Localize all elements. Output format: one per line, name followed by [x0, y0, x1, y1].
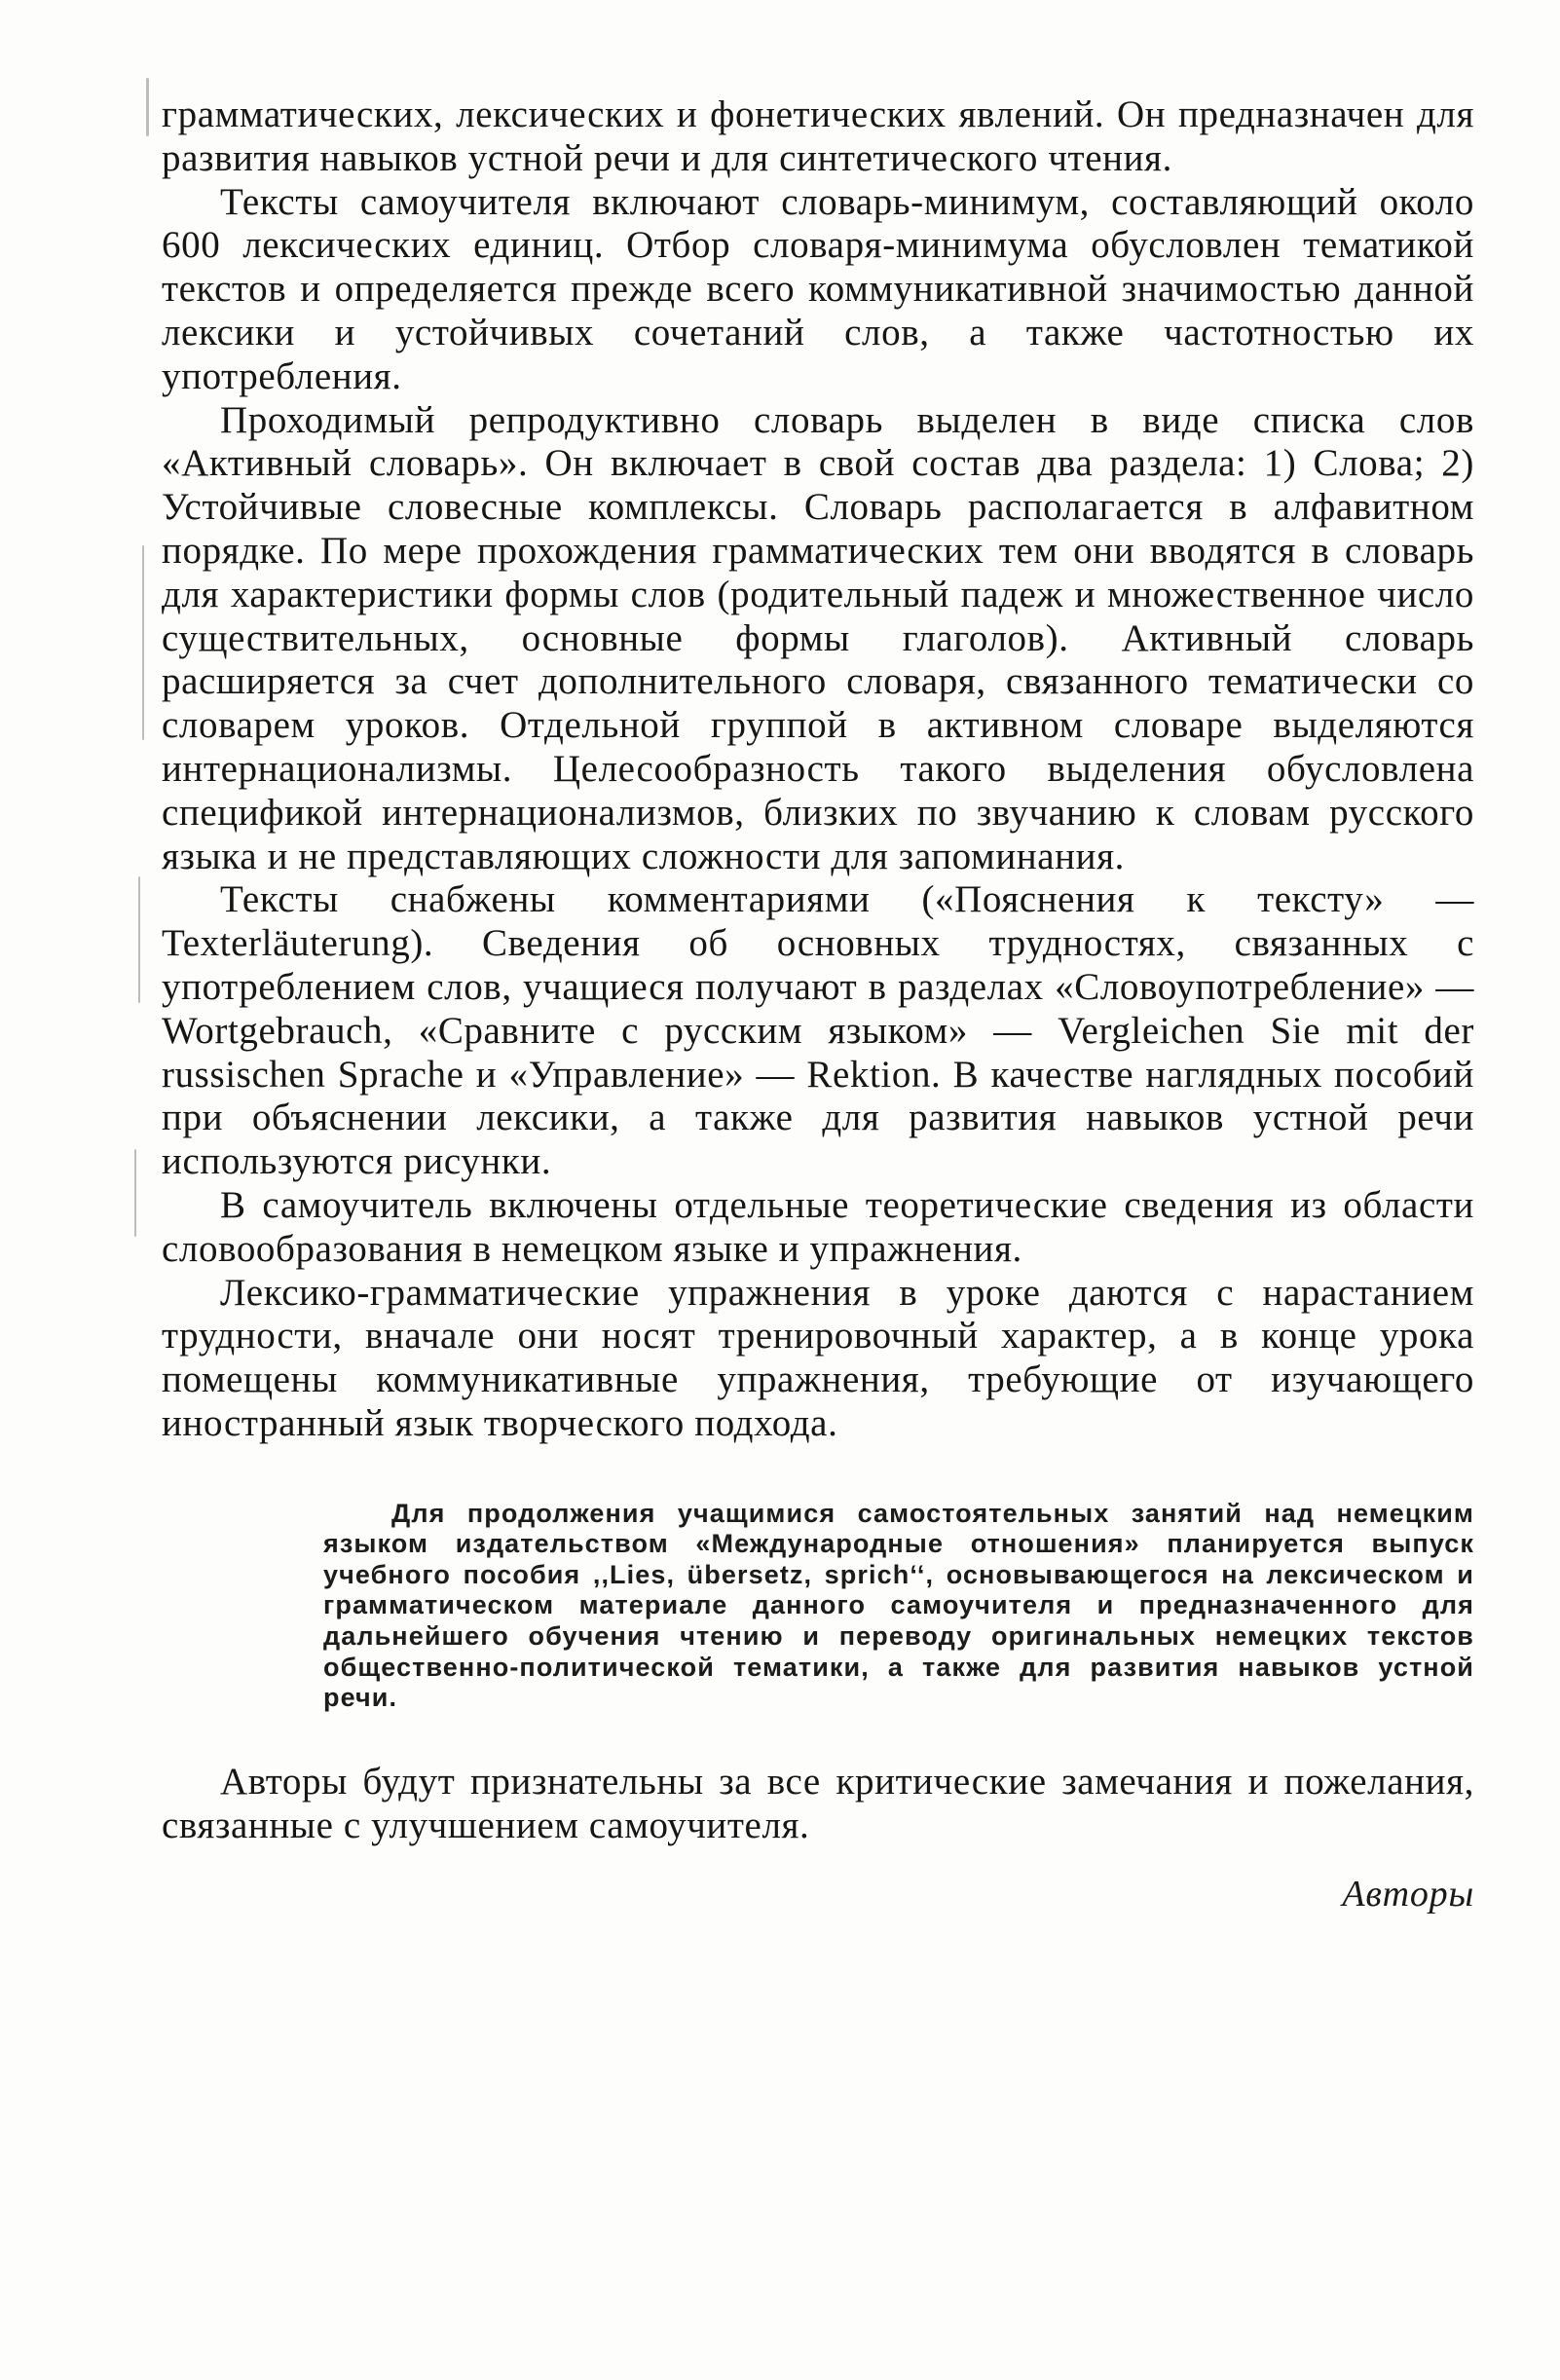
paragraph-exercises: Лексико-грамматические упражнения в уроке даются с нарастанием трудности, вначале они носят тренировочный характер, а в конце урока помещены коммуникативные упражнения, требующие от изучающего иностранный язык творческого подхода.: [162, 1271, 1474, 1444]
scan-mark: [146, 78, 149, 136]
scan-mark: [138, 876, 140, 1003]
paragraph-closing: Авторы будут признательны за все критические замечания и пожелания, связанные с улучшением самоучителя.: [162, 1760, 1474, 1846]
paragraph-comments: Тексты снабжены комментариями («Пояснения к тексту» — Texterläuterung). Сведения об основных трудностях, связанных с употреблением слов, учащиеся получают в разделах «Словоупотребление» — Wortgebrauch, «Сравните с русским языком» — Vergleichen Sie mit der russischen Sprache и «Управление» — Rektion. В качестве наглядных пособий при объяснении лексики, а также для развития навыков устной речи используются рисунки.: [162, 878, 1474, 1183]
paragraph-continuation: грамматических, лексических и фонетических явлений. Он предназначен для развития навыков устной речи и для синтетического чтения.: [162, 93, 1474, 179]
paragraph-word-formation: В самоучитель включены отдельные теоретические сведения из области словообразования в немецком языке и упражнения.: [162, 1183, 1474, 1270]
paragraph-vocabulary-minimum: Тексты самоучителя включают словарь-минимум, составляющий около 600 лексических единиц. Отбор словаря-минимума обусловлен тематикой текстов и определяется прежде всего коммуникативной значимостью данной лексики и устойчивых сочетаний слов, а также частотностью их употребления.: [162, 180, 1474, 397]
footnote-small-print: Для продолжения учащимися самостоятельных занятий над немецким языком издательством «Международные отношения» планируется выпуск учебного пособия ,,Lies, übersetz, sprich‘‘, основывающегося на лексическом и грамматическом материале данного самоучителя и предназначенного для дальнейшего обучения чтению и переводу оригинальных немецких текстов общественно-политической тематики, а также для развития навыков устной речи.: [323, 1498, 1474, 1713]
authors-signature: Авторы: [1342, 1874, 1474, 1915]
scan-mark: [142, 545, 144, 740]
paragraph-active-vocabulary: Проходимый репродуктивно словарь выделен в виде списка слов «Активный словарь». Он включает в свой состав два раздела: 1) Слова; 2) Устойчивые словесные комплексы. Словарь располагается в алфавитном порядке. По мере прохождения грамматических тем они вводятся в словарь для характеристики формы слов (родительный падеж и множественное число существительных, основные формы глаголов). Активный словарь расширяется за счет дополнительного словаря, связанного тематически со словарем уроков. Отдельной группой в активном словаре выделяются интернационализмы. Целесообразность такого выделения обусловлена спецификой интернационализмов, близких по звучанию к словам русского языка и не представляющих сложности для запоминания.: [162, 398, 1474, 877]
scan-mark: [134, 1149, 136, 1237]
main-text: [162, 93, 1474, 1915]
